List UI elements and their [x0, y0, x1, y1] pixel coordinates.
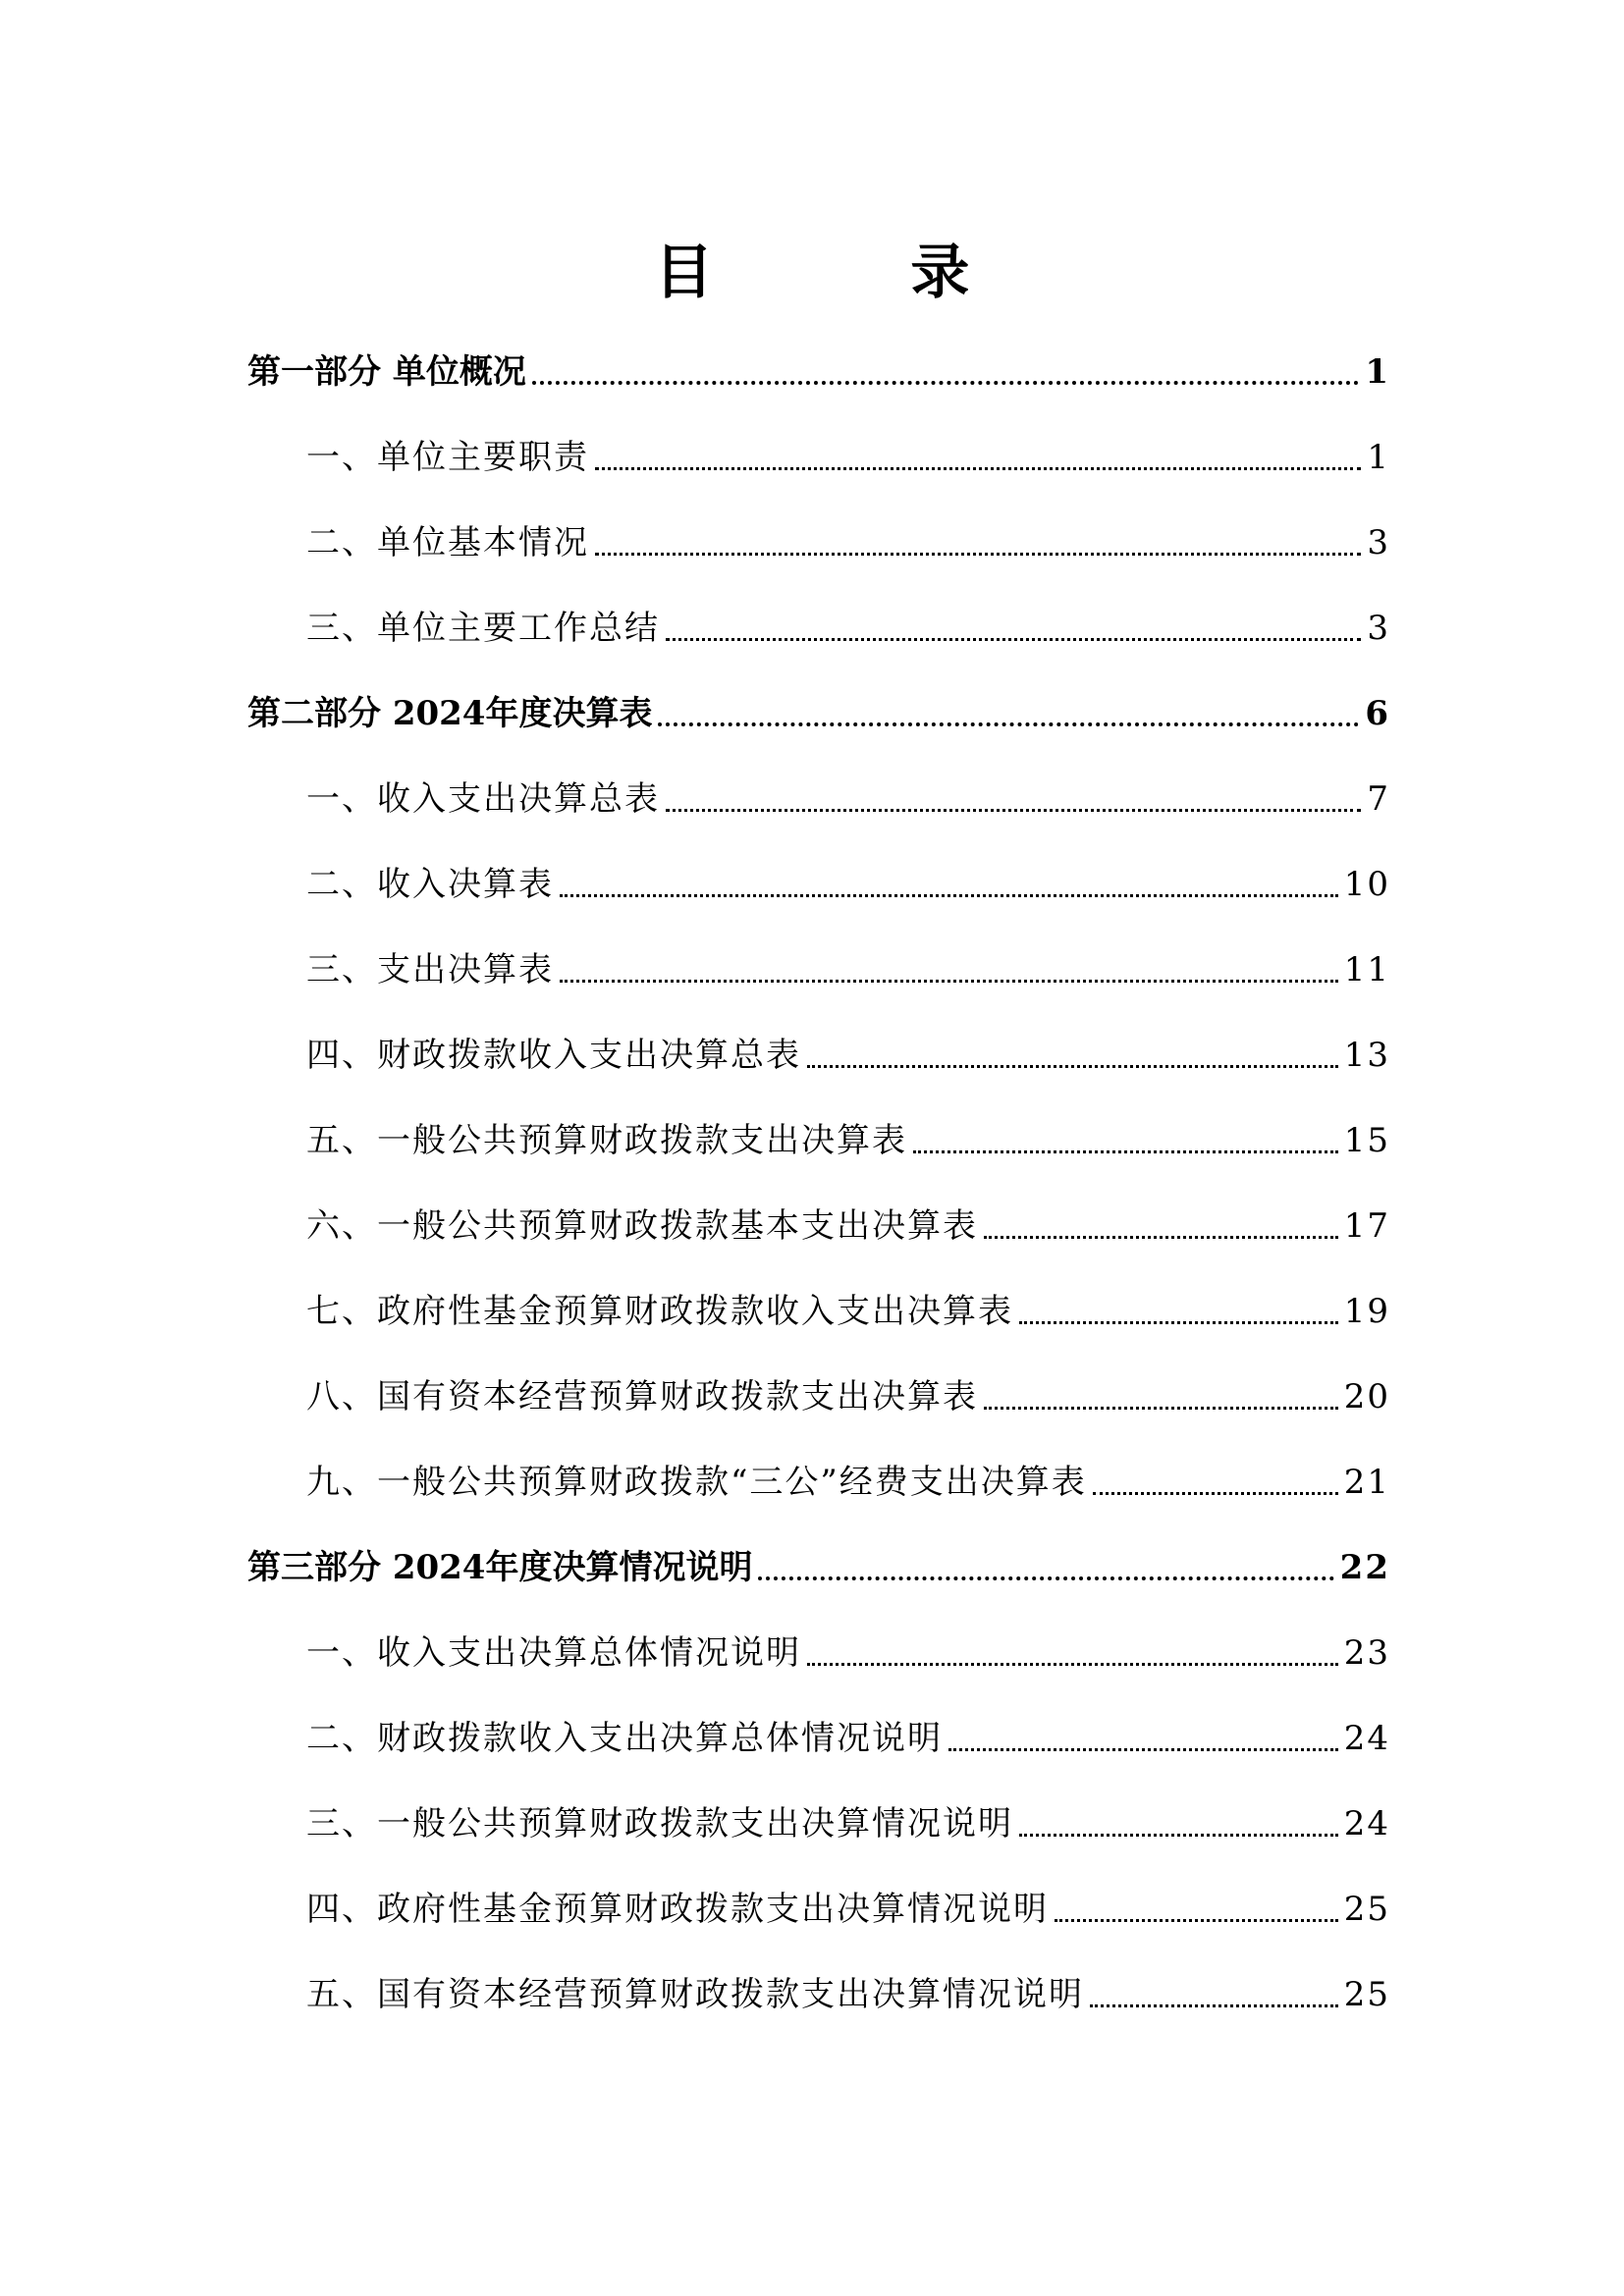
toc-entry-part-2[interactable] [247, 675, 1390, 734]
toc-entry-label: 四、政府性基金预算财政拨款支出决算情况说明 [306, 1890, 1049, 1929]
toc-entry-label: 三、一般公共预算财政拨款支出决算情况说明 [306, 1804, 1013, 1843]
toc-entry[interactable] [306, 846, 1390, 905]
toc-entry-label: 第一部分 单位概况 [247, 352, 526, 392]
toc-entry-label: 四、财政拨款收入支出决算总表 [306, 1036, 801, 1075]
toc-page-number: 7 [1367, 779, 1390, 819]
toc-dot-leader [1019, 1834, 1338, 1837]
toc-entry-part-1[interactable] [247, 334, 1390, 393]
toc-dot-leader [658, 722, 1359, 726]
toc-dot-leader [913, 1150, 1338, 1153]
toc-entry-label: 三、单位主要工作总结 [306, 609, 660, 648]
toc-entry[interactable] [306, 1444, 1390, 1503]
toc-entry[interactable] [306, 505, 1390, 563]
toc-entry[interactable] [306, 761, 1390, 820]
toc-dot-leader [666, 638, 1361, 641]
toc-entry[interactable] [306, 1102, 1390, 1161]
toc-dot-leader [807, 1663, 1338, 1666]
toc-page-number: 25 [1343, 1975, 1390, 2014]
toc-page-number: 6 [1365, 694, 1390, 733]
toc-dot-leader [948, 1748, 1338, 1751]
toc-dot-leader [666, 809, 1361, 812]
toc-page-number: 24 [1343, 1719, 1390, 1758]
toc-entry[interactable] [306, 1615, 1390, 1674]
toc-entry-label: 六、一般公共预算财政拨款基本支出决算表 [306, 1206, 978, 1246]
toc-entry[interactable] [306, 590, 1390, 649]
toc-entry[interactable] [306, 1956, 1390, 2015]
toc-dot-leader [532, 381, 1359, 385]
toc-page-number: 3 [1367, 609, 1390, 648]
toc-dot-leader [984, 1407, 1338, 1410]
toc-page-number: 13 [1343, 1036, 1390, 1075]
toc-entry[interactable] [306, 1871, 1390, 1930]
toc-entry[interactable] [306, 1700, 1390, 1759]
toc-entry[interactable] [306, 419, 1390, 478]
toc-entry-part-3[interactable] [247, 1529, 1390, 1588]
toc-entry[interactable] [306, 1786, 1390, 1844]
toc-entry-label: 九、一般公共预算财政拨款“三公”经费支出决算表 [306, 1463, 1087, 1502]
toc-entry-label: 一、单位主要职责 [306, 438, 589, 477]
toc-entry-label: 七、政府性基金预算财政拨款收入支出决算表 [306, 1292, 1013, 1331]
toc-dot-leader [1019, 1321, 1338, 1324]
toc-page-number: 24 [1343, 1804, 1390, 1843]
toc-entry[interactable] [306, 1188, 1390, 1247]
toc-dot-leader [1055, 1919, 1338, 1922]
toc-dot-leader [758, 1576, 1333, 1580]
toc-page-number: 21 [1343, 1463, 1390, 1502]
toc-dot-leader [984, 1236, 1338, 1239]
toc-dot-leader [560, 980, 1338, 983]
toc-page-number: 23 [1343, 1633, 1390, 1673]
toc-page-number: 3 [1367, 523, 1390, 562]
toc-page-number: 25 [1343, 1890, 1390, 1929]
toc-entry-label: 三、支出决算表 [306, 950, 554, 989]
toc-page-number: 19 [1343, 1292, 1390, 1331]
toc-page-number: 1 [1365, 352, 1390, 392]
toc-entry-label: 二、单位基本情况 [306, 523, 589, 562]
toc-entry[interactable] [306, 1359, 1390, 1417]
toc-entry[interactable] [306, 1273, 1390, 1332]
toc-page-number: 22 [1339, 1548, 1390, 1587]
toc-page-number: 15 [1343, 1121, 1390, 1160]
toc-page-number: 11 [1343, 950, 1390, 989]
toc-dot-leader [595, 553, 1361, 556]
toc-entry[interactable] [306, 1017, 1390, 1076]
toc-dot-leader [1093, 1492, 1338, 1495]
toc-entry-label: 一、收入支出决算总体情况说明 [306, 1633, 801, 1673]
page-title: 目 录 [654, 239, 1058, 307]
toc-page-number: 10 [1343, 865, 1390, 904]
toc-dot-leader [595, 467, 1361, 470]
toc-entry-label: 五、一般公共预算财政拨款支出决算表 [306, 1121, 907, 1160]
toc-entry-label: 一、收入支出决算总表 [306, 779, 660, 819]
toc-page-number: 20 [1343, 1377, 1390, 1416]
toc-page-number: 1 [1367, 438, 1390, 477]
toc-page-number: 17 [1343, 1206, 1390, 1246]
toc-dot-leader [560, 894, 1338, 897]
toc-dot-leader [807, 1065, 1338, 1068]
toc-entry-label: 五、国有资本经营预算财政拨款支出决算情况说明 [306, 1975, 1084, 2014]
toc-entry-label: 第三部分 2024年度决算情况说明 [247, 1548, 753, 1587]
toc-entry-label: 第二部分 2024年度决算表 [247, 694, 653, 733]
toc-entry-label: 二、收入决算表 [306, 865, 554, 904]
toc-entry-label: 八、国有资本经营预算财政拨款支出决算表 [306, 1377, 978, 1416]
toc-entry[interactable] [306, 932, 1390, 990]
toc-entry-label: 二、财政拨款收入支出决算总体情况说明 [306, 1719, 943, 1758]
toc-dot-leader [1090, 2004, 1338, 2007]
